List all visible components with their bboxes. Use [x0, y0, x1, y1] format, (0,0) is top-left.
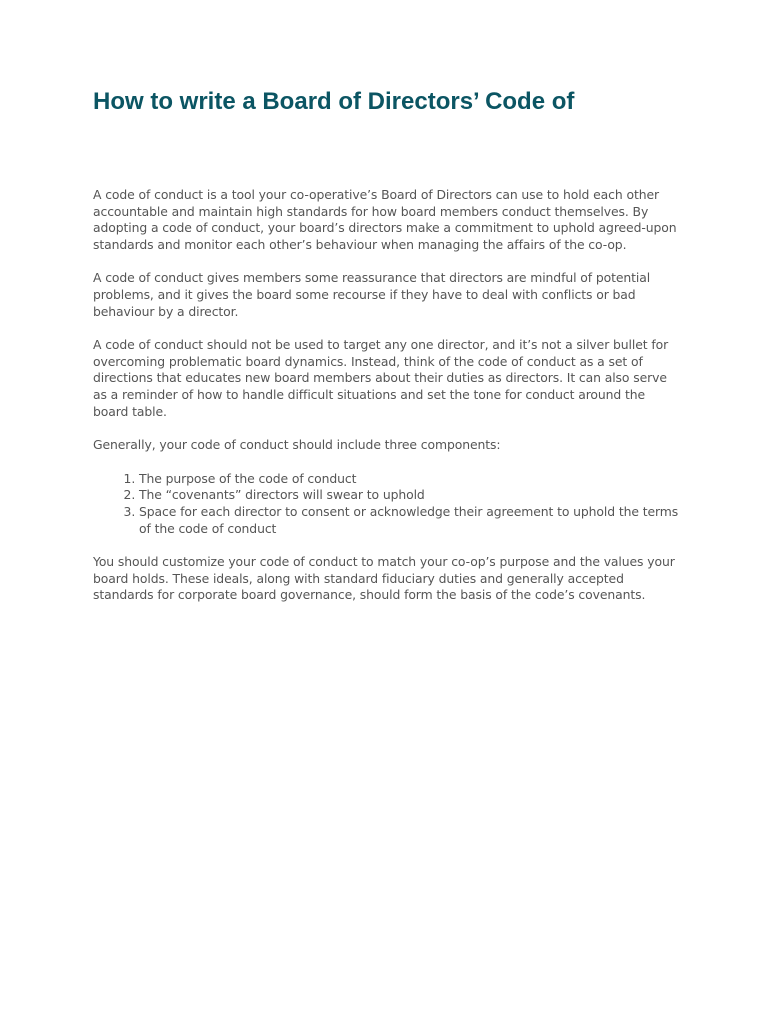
document-body — [93, 187, 679, 621]
paragraph-customize: You should customize your code of conduct to match your co-op’s purpose and the values your board holds. These ideals, along with standard fiduciary duties and generally accepted standards for corporate board governance, should form the basis of the code’s covenants. — [93, 554, 675, 603]
paragraph-reassurance: A code of conduct gives members some reassurance that directors are mindful of potential problems, and it gives the board some recourse if they have to deal with conflicts or bad behaviour by a director. — [93, 270, 651, 319]
list-item: 1. The purpose of the code of conduct — [139, 471, 679, 488]
list-item: 3. Space for each director to consent or acknowledge their agreement to uphold the terms of the code of conduct — [139, 504, 679, 537]
paragraph-intro: A code of conduct is a tool your co-operative’s Board of Directors can use to hold each other accountable and maintain high standards for how board members conduct themselves. By adopting a code of conduct, your board’s directors make a commitment to uphold agreed-upon standards and monitor each other’s behaviour when managing the affairs of the co-op. — [93, 187, 677, 252]
document-title: How to write a Board of Directors’ Code of — [93, 88, 575, 115]
list-item: 2. The “covenants” directors will swear to uphold — [139, 487, 679, 504]
paragraph-not-target: A code of conduct should not be used to target any one director, and it’s not a silver bullet for overcoming problematic board dynamics. Instead, think of the code of conduct as a set of directions that educates new board members about their duties as directors. It can also serve as a reminder of how to handle difficult situations and set the tone for conduct around the board table. — [93, 337, 669, 419]
paragraph-components-intro: Generally, your code of conduct should include three components: — [93, 437, 501, 453]
components-list — [93, 471, 679, 537]
